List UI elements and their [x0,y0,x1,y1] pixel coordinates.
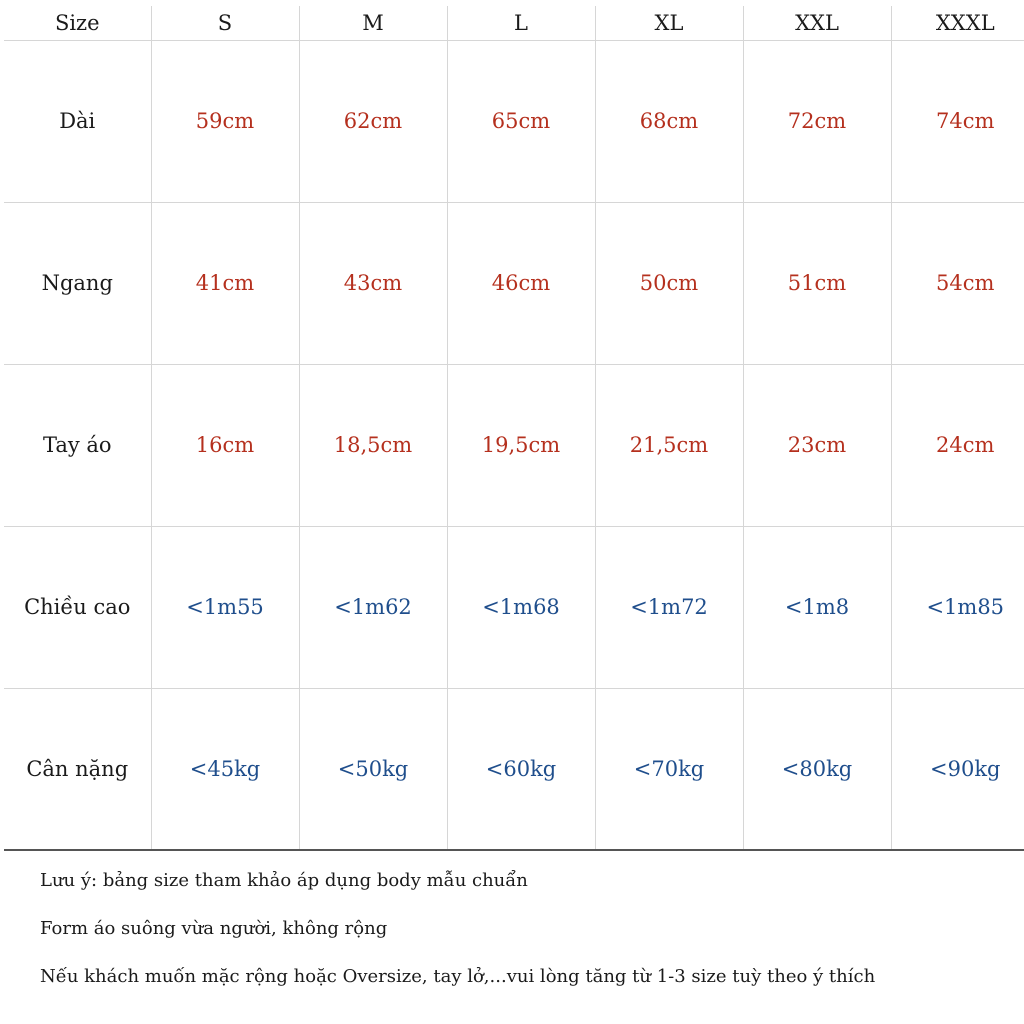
size-chart-table [4,6,1024,851]
header-size-xxxl: XXXL [891,6,1024,40]
row-sleeve [4,364,1024,526]
cell-width-xxl: 51cm [743,202,891,364]
cell-height-xxxl: <1m85 [891,526,1024,688]
cell-length-l: 65cm [447,40,595,202]
header-size-l: L [447,6,595,40]
cell-sleeve-l: 19,5cm [447,364,595,526]
cell-weight-l: <60kg [447,688,595,850]
cell-length-s: 59cm [151,40,299,202]
row-label-width: Ngang [4,202,151,364]
notes-section [40,870,1000,1014]
cell-width-xl: 50cm [595,202,743,364]
note-reference: Lưu ý: bảng size tham khảo áp dụng body mẫu chuẩn [40,870,528,891]
row-length [4,40,1024,202]
cell-sleeve-m: 18,5cm [299,364,447,526]
header-row [4,6,1024,40]
row-label-sleeve: Tay áo [4,364,151,526]
cell-sleeve-s: 16cm [151,364,299,526]
cell-width-s: 41cm [151,202,299,364]
header-size-s: S [151,6,299,40]
cell-height-s: <1m55 [151,526,299,688]
row-height [4,526,1024,688]
row-weight [4,688,1024,850]
row-label-weight: Cân nặng [4,688,151,850]
row-label-length: Dài [4,40,151,202]
header-size-xl: XL [595,6,743,40]
note-oversize: Nếu khách muốn mặc rộng hoặc Oversize, tay lở,...vui lòng tăng từ 1-3 size tuỳ theo ý thích [40,966,876,987]
cell-sleeve-xl: 21,5cm [595,364,743,526]
cell-length-xl: 68cm [595,40,743,202]
cell-weight-xxl: <80kg [743,688,891,850]
cell-width-l: 46cm [447,202,595,364]
cell-length-m: 62cm [299,40,447,202]
cell-height-xl: <1m72 [595,526,743,688]
cell-weight-s: <45kg [151,688,299,850]
cell-width-xxxl: 54cm [891,202,1024,364]
row-label-height: Chiều cao [4,526,151,688]
cell-width-m: 43cm [299,202,447,364]
cell-length-xxxl: 74cm [891,40,1024,202]
header-size-xxl: XXL [743,6,891,40]
note-fit: Form áo suông vừa người, không rộng [40,918,388,939]
cell-weight-xxxl: <90kg [891,688,1024,850]
cell-length-xxl: 72cm [743,40,891,202]
row-width [4,202,1024,364]
cell-weight-m: <50kg [299,688,447,850]
header-size-m: M [299,6,447,40]
cell-sleeve-xxxl: 24cm [891,364,1024,526]
header-size-label: Size [4,6,151,40]
cell-height-xxl: <1m8 [743,526,891,688]
cell-height-m: <1m62 [299,526,447,688]
cell-height-l: <1m68 [447,526,595,688]
cell-sleeve-xxl: 23cm [743,364,891,526]
cell-weight-xl: <70kg [595,688,743,850]
